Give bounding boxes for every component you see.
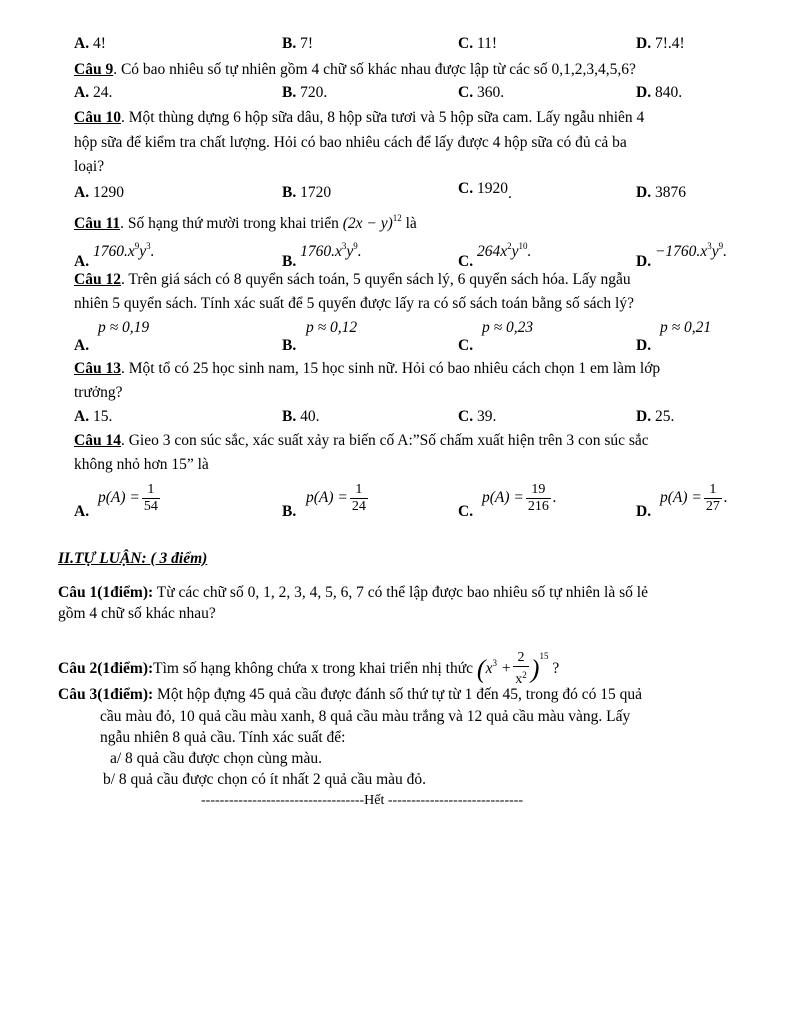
essay-q3-part-b: b/ 8 quả cầu được chọn có ít nhất 2 quả cầu màu đỏ. — [103, 771, 427, 788]
q8-option-c: C. 11! — [458, 35, 498, 52]
q14-question-line2: không nhỏ hơn 15” là — [74, 456, 209, 473]
essay-q3-line2: cầu màu đỏ, 10 quả cầu màu xanh, 8 quả cầu màu trắng và 12 quả cầu màu vàng. Lấy — [100, 708, 631, 725]
q13-question: Câu 13. Một tổ có 25 học sinh nam, 15 học sinh nữ. Hỏi có bao nhiêu cách chọn 1 em làm lớp — [74, 360, 661, 377]
section-title: II.TỰ LUẬN: ( 3 điểm) — [58, 550, 208, 567]
q10-options — [74, 180, 754, 203]
end-marker: -----------------------------------Hết ----------------------------- — [201, 793, 524, 808]
q10-option-d: D. 3876 — [636, 184, 686, 201]
essay-q3-line3: ngẫu nhiên 8 quả cầu. Tính xác suất để: — [100, 729, 346, 746]
q11-question: Câu 11. Số hạng thứ mười trong khai triển $(2x - y)^{12}$ là — [74, 213, 417, 232]
q11-options — [74, 240, 754, 270]
q8-option-b: B. 7! — [282, 35, 314, 52]
q13-options — [74, 407, 754, 427]
q11-option-a: A. $1760.x^9y^3$. — [74, 241, 155, 270]
q8-options — [74, 34, 754, 54]
q14-options: A. p(A) = $\frac{1}{54}$ B. p(A) = $\frac{1}{24}$ C. p(A) = $\frac{19}{216}$ . D. p(A) = $\frac{1}{27}$ . — [74, 481, 728, 520]
q10-option-b: B. 1720 — [282, 184, 332, 201]
q12-question-line2: nhiên 5 quyển sách. Tính xác suất để 5 quyển được lấy ra có số sách toán bằng số sách lý? — [74, 295, 634, 312]
essay-q1: Câu 1(1điểm): Từ các chữ số 0, 1, 2, 3, 4, 5, 6, 7 có thể lập được bao nhiêu số tự nhiên là số lẻ — [58, 584, 648, 601]
q9-option-b: B. 720. — [282, 84, 328, 101]
q12-question: Câu 12. Trên giá sách có 8 quyển sách toán, 5 quyển sách lý, 6 quyển sách hóa. Lấy ngẫu — [74, 271, 631, 288]
essay-q3-part-a: a/ 8 quả cầu được chọn cùng màu. — [110, 750, 322, 767]
q10-option-a: A. 1290 — [74, 184, 124, 201]
q13-option-c: C. 39. — [458, 408, 497, 425]
q9-options — [74, 83, 754, 103]
q14-question: Câu 14. Gieo 3 con súc sắc, xác suất xảy ra biến cố A:”Số chấm xuất hiện trên 3 con súc sắc — [74, 432, 649, 449]
essay-q2: Câu 2(1điểm):Tìm số hạng không chứa x trong khai triển nhị thức ($x^3$ + $\frac{2}{x^2}$ )$^{15}$ ? — [58, 650, 560, 688]
q10-question-line3: loại? — [74, 158, 105, 175]
q13-option-a: A. 15. — [74, 408, 113, 425]
q13-question-line2: trưởng? — [74, 384, 123, 401]
essay-q3: Câu 3(1điểm): Một hộp đựng 45 quả cầu được đánh số thứ tự từ 1 đến 45, trong đó có 15 quả — [58, 686, 643, 703]
q11-option-d: D. $-1760.x^3y^9$. — [636, 241, 727, 270]
q11-option-b: B. $1760.x^3y^9$. — [282, 241, 362, 270]
q9-option-a: A. 24. — [74, 84, 113, 101]
q11-expression: $(2x - y)^{12}$ — [342, 213, 402, 232]
q9-option-d: D. 840. — [636, 84, 683, 101]
q10-question-line2: hộp sữa để kiểm tra chất lượng. Hỏi có bao nhiêu cách để lấy được 4 hộp sữa có đủ cả ba — [74, 134, 627, 151]
q13-option-b: B. 40. — [282, 408, 320, 425]
q10-question: Câu 10. Một thùng dựng 6 hộp sữa dâu, 8 hộp sữa tươi và 5 hộp sữa cam. Lấy ngẫu nhiên 4 — [74, 109, 645, 126]
q10-option-c: C. 1920. — [458, 180, 512, 202]
q12-options: p ≈ 0,19 A. p ≈ 0,12 B. p ≈ 0,23 C. p ≈ 0,21 D. — [74, 319, 712, 354]
q8-option-a: A. 4! — [74, 35, 106, 52]
q13-option-d: D. 25. — [636, 408, 675, 425]
essay-q1-line2: gồm 4 chữ số khác nhau? — [58, 605, 216, 622]
q8-option-d: D. 7!.4! — [636, 35, 685, 52]
binomial-expression: ($x^3$ + $\frac{2}{x^2}$ )$^{15}$ — [476, 650, 549, 688]
q9-option-c: C. 360. — [458, 84, 505, 101]
q9-question: Câu 9. Có bao nhiêu số tự nhiên gồm 4 chữ số khác nhau được lập từ các số 0,1,2,3,4,5,6? — [74, 61, 636, 78]
q11-option-c: C. $264x^2y^{10}$. — [458, 241, 532, 270]
